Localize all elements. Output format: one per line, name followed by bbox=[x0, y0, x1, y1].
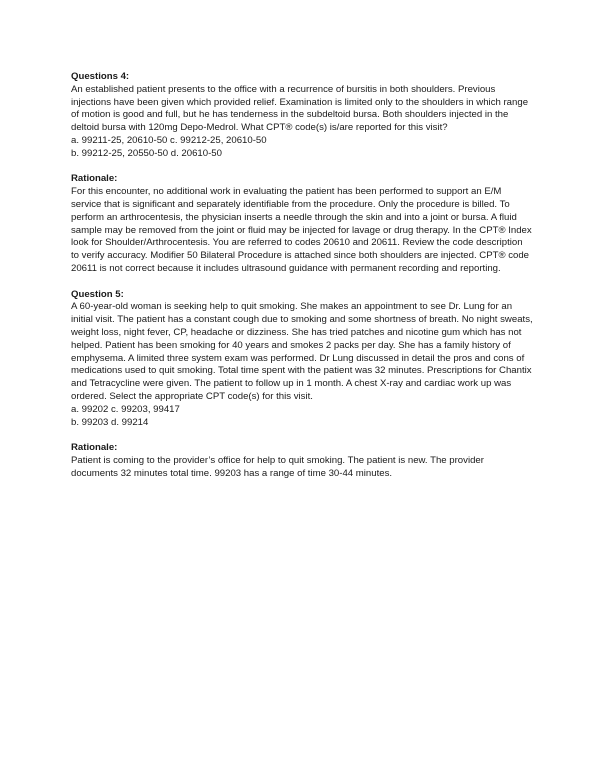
spacer bbox=[71, 429, 533, 442]
question-4-options-line-2: b. 99212-25, 20550-50 d. 20610-50 bbox=[71, 147, 222, 159]
question-4 bbox=[71, 71, 533, 161]
question-5-body: A 60-year-old woman is seeking help to quit smoking. She makes an appointment to see Dr. Lung for an initial visit. The patient has a constant cough due to smoking and some shortness of breath. No night sweats, weight loss, night fever, CP, headache or dizziness. She has tried patches and nicotine gum which has not helped. Patient has been smoking for 40 years and smokes 2 packs per day. She has a family history of emphysema. A limited three system exam was performed. Dr Lung discussed in detail the pros and cons of medications used to quit smoking. Total time spent with the patient was 32 minutes. Prescriptions for Chantix and Tetracycline were given. The patient to follow up in 1 month. A chest X-ray and cardiac work up was ordered. Select the appropriate CPT code(s) for this visit. bbox=[71, 301, 533, 402]
question-5 bbox=[71, 289, 533, 430]
question-4-options-line-1: a. 99211-25, 20610-50 c. 99212-25, 20610-50 bbox=[71, 134, 267, 146]
question-4-body: An established patient presents to the office with a recurrence of bursitis in both shoulders. Previous injections have been given which provided relief. Examination is limited only to the shoulders in which range of motion is good and full, but he has tenderness in the subdeltoid bursa. Both shoulders injected in the deltoid bursa with 120mg Depo-Medrol. What CPT® code(s) is/are reported for this visit? bbox=[71, 83, 529, 134]
rationale-4-body: For this encounter, no additional work in evaluating the patient has been performed to support an E/M service that is significant and separately identifiable from the procedure. Only the procedure is billed. To perform an arthrocentesis, the physician inserts a needle through the skin and into a joint or bursa. A fluid sample may be removed from the joint or fluid may be injected for lavage or drug therapy. In the CPT® Index look for Shoulder/Arthrocentesis. You are referred to codes 20610 and 20611. Review the code description to verify accuracy. Modifier 50 Bilateral Procedure is attached since both shoulders are injected. CPT® code 20611 is not correct because it includes ultrasound guidance with permanent recording and reporting. bbox=[71, 186, 532, 274]
spacer bbox=[71, 276, 533, 289]
rationale-5 bbox=[71, 442, 533, 480]
rationale-4 bbox=[71, 173, 533, 275]
document-page bbox=[71, 71, 533, 481]
question-5-options-line-2: b. 99203 d. 99214 bbox=[71, 416, 149, 428]
rationale-4-heading: Rationale: bbox=[71, 173, 118, 185]
spacer bbox=[71, 161, 533, 174]
question-5-options-line-1: a. 99202 c. 99203, 99417 bbox=[71, 403, 180, 415]
question-4-heading: Questions 4: bbox=[71, 71, 130, 82]
rationale-5-heading: Rationale: bbox=[71, 442, 118, 454]
rationale-5-body: Patient is coming to the provider’s office for help to quit smoking. The patient is new. The provider documents 32 minutes total time. 99203 has a range of time 30-44 minutes. bbox=[71, 454, 484, 479]
question-5-heading: Question 5: bbox=[71, 288, 124, 300]
